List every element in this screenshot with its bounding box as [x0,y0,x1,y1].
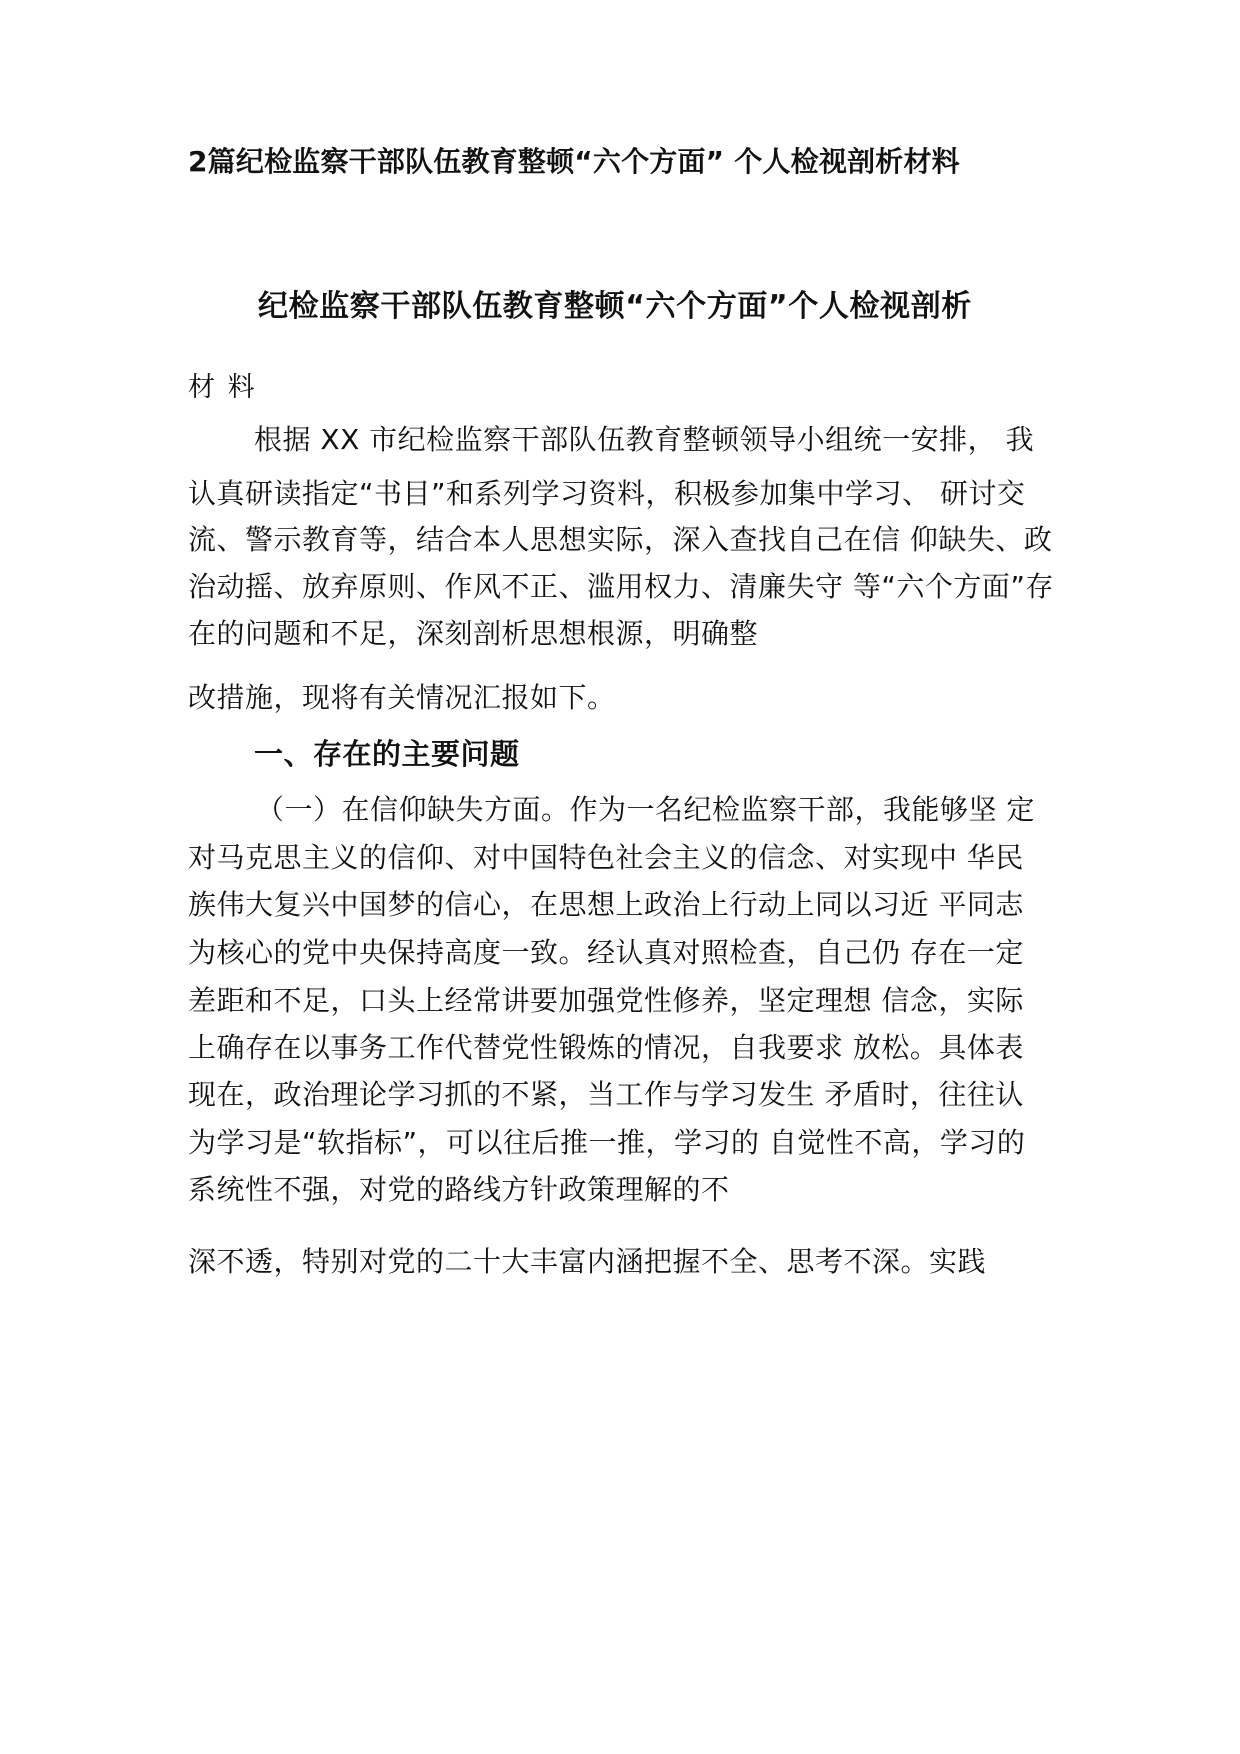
paragraph-line: 差距和不足，口头上经常讲要加强党性修养，坚定理想 信念，实际 [188,984,1024,1017]
intro-line: 根据 XX 市纪检监察干部队伍教育整顿领导小组统一安排， 我 [254,423,1035,456]
paragraph-line: 为核心的党中央保持高度一致。经认真对照检查，自己仍 存在一定 [188,936,1024,969]
paragraph-line: 对马克思主义的信仰、对中国特色社会主义的信念、对实现中 华民 [188,841,1024,874]
intro-line: 改措施，现将有关情况汇报如下。 [188,681,616,714]
paragraph-line: （一）在信仰缺失方面。作为一名纪检监察干部，我能够坚 定 [256,793,1035,826]
paragraph-line: 深不透，特别对党的二十大丰富内涵把握不全、思考不深。实践 [188,1245,987,1278]
paragraph-line: 上确存在以事务工作代替党性锻炼的情况，自我要求 放松。具体表 [188,1031,1024,1064]
paragraph-line: 为学习是“软指标”，可以往后推一推，学习的 自觉性不高，学习的 [188,1126,1026,1159]
paragraph-line: 系统性不强，对党的路线方针政策理解的不 [188,1173,730,1206]
document-heading: 纪检监察干部队伍教育整顿“六个方面”个人检视剖析 [258,289,972,324]
intro-line: 流、警示教育等，结合本人思想实际，深入查找自己在信 仰缺失、政 [188,523,1053,556]
intro-line: 治动摇、放弃原则、作风不正、滥用权力、清廉失守 等“六个方面”存 [188,570,1054,603]
section-heading: 一、存在的主要问题 [254,737,520,771]
document-heading-continuation: 材 料 [188,372,257,403]
paragraph-line: 现在，政治理论学习抓的不紧，当工作与学习发生 矛盾时，往往认 [188,1078,1024,1111]
intro-line: 认真研读指定“书目”和系列学习资料，积极参加集中学习、 研讨交 [188,477,1026,510]
paragraph-line: 族伟大复兴中国梦的信心，在思想上政治上行动上同以习近 平同志 [188,888,1024,921]
document-title: 2篇纪检监察干部队伍教育整顿“六个方面” 个人检视剖析材料 [188,145,960,178]
intro-line: 在的问题和不足，深刻剖析思想根源，明确整 [188,617,759,650]
